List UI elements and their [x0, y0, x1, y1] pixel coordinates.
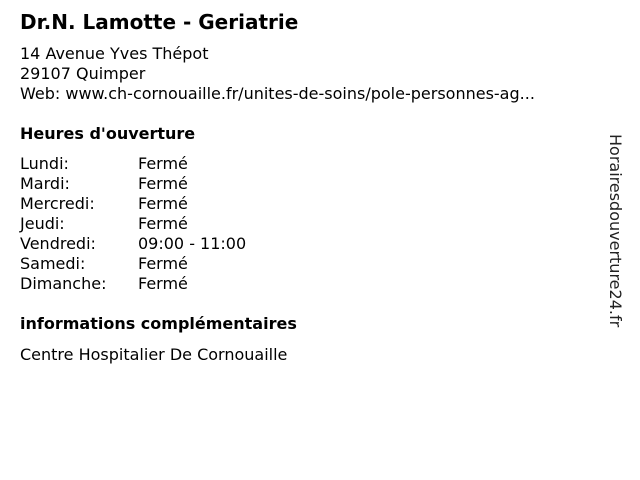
- day-label: Dimanche:: [20, 274, 107, 293]
- hours-value: Fermé: [138, 274, 188, 293]
- hours-row-monday: [20, 154, 320, 174]
- day-label: Lundi:: [20, 154, 69, 173]
- hours-row-wednesday: [20, 194, 320, 214]
- hours-row-sunday: [20, 274, 320, 294]
- hours-row-thursday: [20, 214, 320, 234]
- hours-row-tuesday: [20, 174, 320, 194]
- website-link[interactable]: Web: www.ch-cornouaille.fr/unites-de-soins/pole-personnes-ag...: [20, 84, 535, 103]
- day-label: Vendredi:: [20, 234, 96, 253]
- day-label: Jeudi:: [20, 214, 65, 233]
- business-title: Dr.N. Lamotte - Geriatrie: [20, 10, 299, 34]
- hours-row-saturday: [20, 254, 320, 274]
- hours-value: Fermé: [138, 194, 188, 213]
- hours-row-friday: [20, 234, 320, 254]
- site-watermark: Horairesdouverture24.fr: [606, 134, 625, 328]
- day-label: Mardi:: [20, 174, 70, 193]
- day-label: Samedi:: [20, 254, 86, 273]
- hours-value: Fermé: [138, 254, 188, 273]
- day-label: Mercredi:: [20, 194, 95, 213]
- hours-value: Fermé: [138, 214, 188, 233]
- street-address: 14 Avenue Yves Thépot: [20, 44, 209, 63]
- additional-info-heading: informations complémentaires: [20, 314, 297, 333]
- city-postal-code: 29107 Quimper: [20, 64, 146, 83]
- hours-value: 09:00 - 11:00: [138, 234, 247, 253]
- hours-value: Fermé: [138, 174, 188, 193]
- hours-value: Fermé: [138, 154, 188, 173]
- address-block: [20, 44, 535, 104]
- additional-info-text: Centre Hospitalier De Cornouaille: [20, 345, 288, 364]
- opening-hours-table: [20, 154, 320, 294]
- opening-hours-heading: Heures d'ouverture: [20, 124, 196, 143]
